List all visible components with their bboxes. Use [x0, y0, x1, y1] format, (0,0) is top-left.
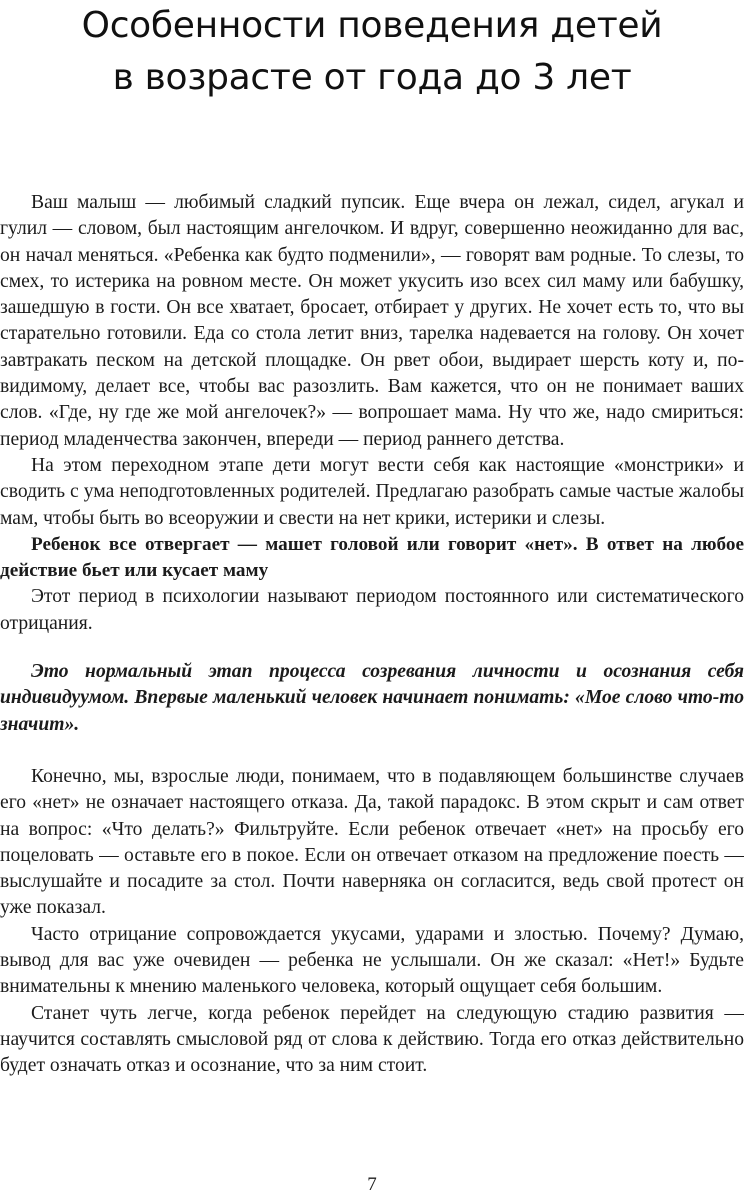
- section-heading: Ребенок все отвергает — машет головой или говорит «нет». В ответ на любое действие бьет или кусает маму: [0, 533, 744, 582]
- section-paragraph-2: Часто отрицание сопровождается укусами, ударами и злостью. Почему? Думаю, вывод для вас уже очевиден — ребенка не услышали. Он же сказал: «Нет!» Будьте внимательны к мнению маленького человека, который ощущает себя большим.: [0, 923, 744, 998]
- chapter-title-line-1: Особенности поведения детей: [81, 5, 663, 46]
- chapter-title: [0, 0, 744, 104]
- page-number: 7: [367, 1174, 377, 1195]
- intro-paragraph-1: Ваш малыш — любимый сладкий пупсик. Еще вчера он лежал, сидел, агукал и гулил — словом, был настоящим ангелочком. И вдруг, совершенно неожиданно для вас, он начал меняться. «Ребенка как будто подменили», — говорят вам родные. То слезы, то смех, то истерика на ровном месте. Он может укусить изо всех сил маму или бабушку, зашедшую в гости. Он все хватает, бросает, отбирает у других. Не хочет есть то, что вы старательно готовили. Еда со стола летит вниз, тарелка надевается на голову. Он хочет завтракать песком на детской площадке. Он рвет обои, выдирает шерсть коту и, по-видимому, делает все, чтобы вас разозлить. Вам кажется, что он не понимает ваших слов. «Где, ну где же мой ангелочек?» — вопрошает мама. Ну что же, надо смириться: период младенчества закончен, впереди — период раннего детства.: [0, 192, 744, 450]
- chapter-title-line-2: в возрасте от года до 3 лет: [112, 57, 632, 98]
- highlight-callout: Это нормальный этап процесса созревания личности и осознания себя индивидуумом. Впервые маленький человек начинает понимать: «Мое слово что-то значит».: [0, 661, 744, 735]
- body-text: [0, 190, 744, 1080]
- section-lead-paragraph: Этот период в психологии называют периодом постоянного или систематического отрицания.: [0, 586, 744, 634]
- section-paragraph-1: Конечно, мы, взрослые люди, понимаем, что в подавляющем большинстве случаев его «нет» не означает настоящего отказа. Да, такой парадокс. В этом скрыт и сам ответ на вопрос: «Что делать?» Фильтруйте. Если ребенок отвечает «нет» на просьбу его поцеловать — оставьте его в покое. Если он отвечает отказом на предложение поесть — выслушайте и посадите за стол. Почти наверняка он согласится, ведь свой протест он уже показал.: [0, 765, 744, 919]
- intro-paragraph-2: На этом переходном этапе дети могут вести себя как настоящие «монстрики» и сводить с ума неподготовленных родителей. Предлагаю разобрать самые частые жалобы мам, чтобы быть во всеоружии и свести на нет крики, истерики и слезы.: [0, 454, 744, 529]
- section-paragraph-3: Станет чуть легче, когда ребенок перейдет на следующую стадию развития — научится составлять смысловой ряд от слова к действию. Тогда его отказ действительно будет означать отказ и осознание, что за ним стоит.: [0, 1002, 744, 1077]
